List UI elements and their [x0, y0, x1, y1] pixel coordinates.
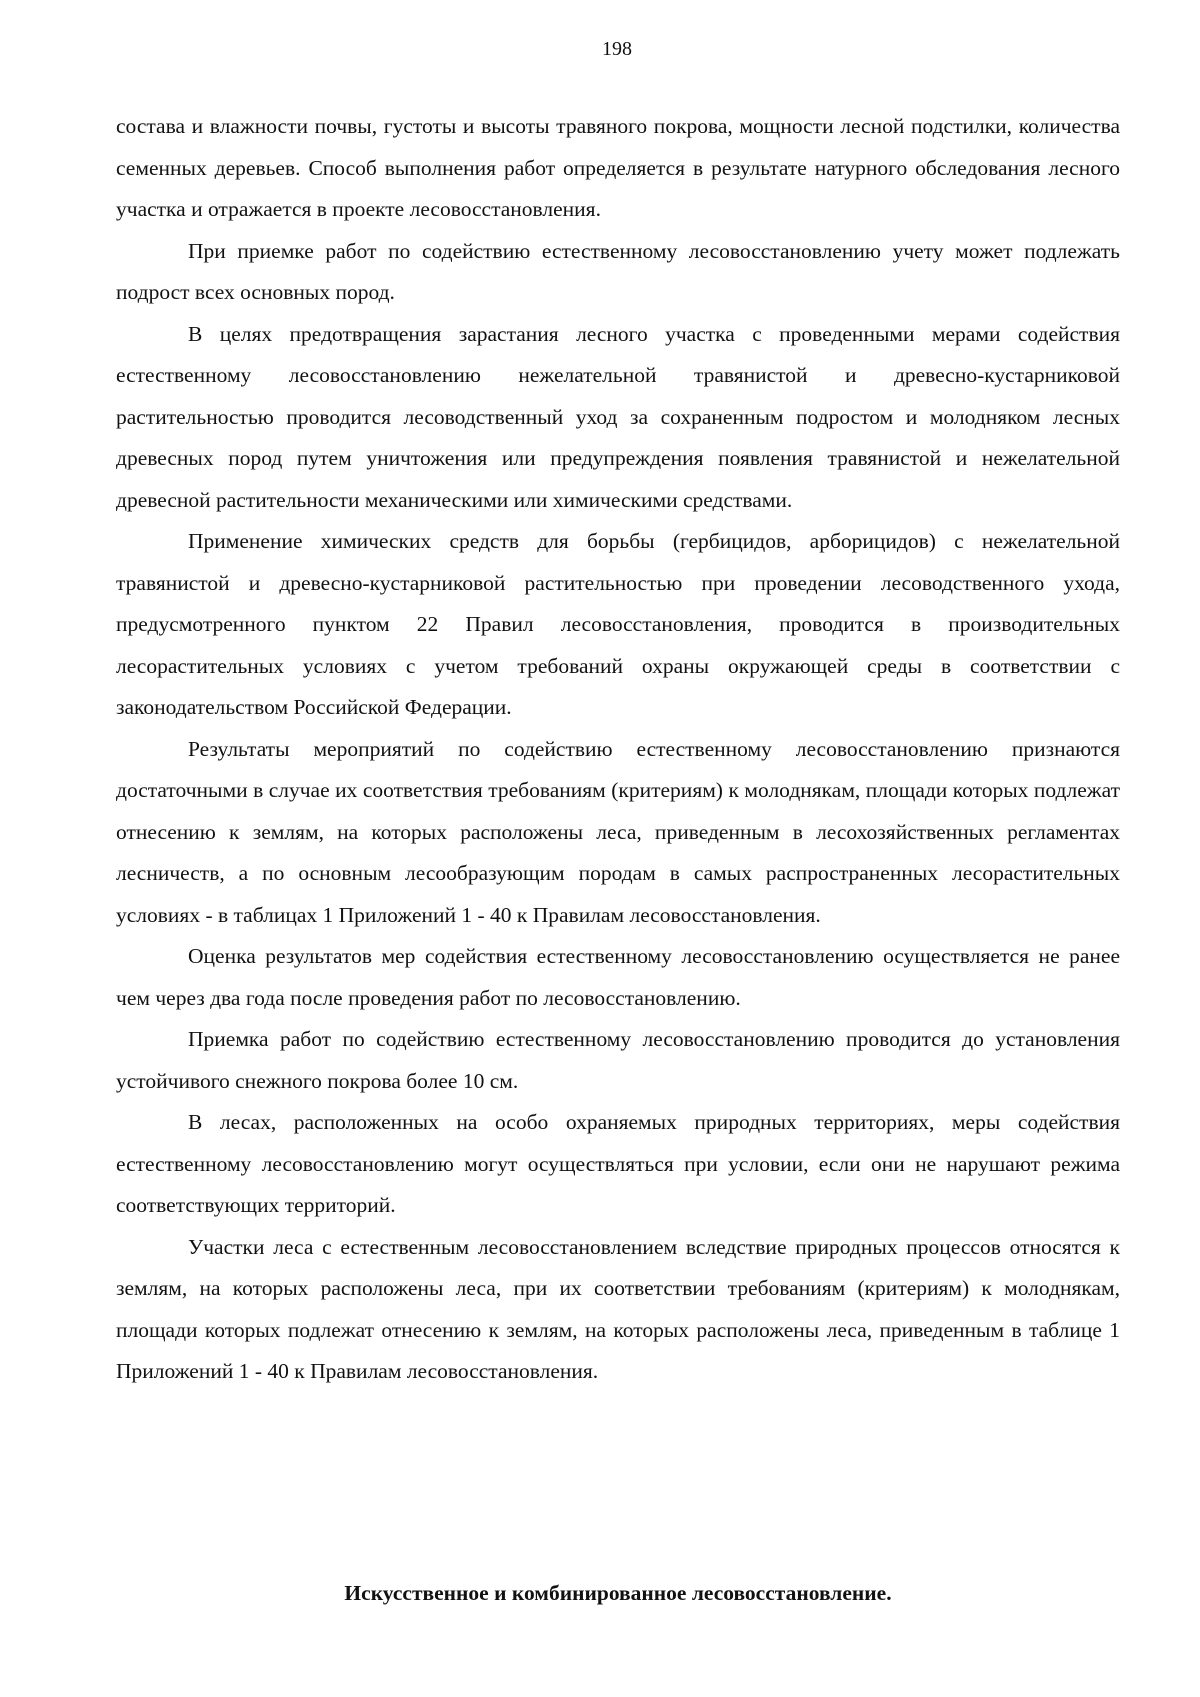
- paragraph-protected-areas: В лесах, расположенных на особо охраняемых природных территориях, меры содействия естественному лесовосстановлению могут осуществляться при условии, если они не нарушают режима соответствующих территорий.: [116, 1110, 1120, 1217]
- page-number: 198: [602, 38, 632, 60]
- paragraph-acceptance-undergrowth: При приемке работ по содействию естественному лесовосстановлению учету может подлежать подрост всех основных пород.: [116, 238, 1120, 304]
- paragraph-chemical-means: Применение химических средств для борьбы (гербицидов, арборицидов) с нежелательной травянистой и древесно-кустарниковой растительностью при проведении лесоводственного ухода, предусмотренного пунктом 22 Правил лесовосстановления, проводится в производительных лесорастительных условиях с учетом требований охраны окружающей среды в соответствии с законодательством Российской Федерации.: [116, 529, 1120, 719]
- section-heading: Искусственное и комбинированное лесовосстановление.: [344, 1581, 892, 1605]
- document-body: [116, 106, 1120, 1393]
- paragraph-acceptance-timing: Приемка работ по содействию естественному лесовосстановлению проводится до установления устойчивого снежного покрова более 10 см.: [116, 1027, 1120, 1093]
- paragraph-results-criteria: Результаты мероприятий по содействию естественному лесовосстановлению признаются достаточными в случае их соответствия требованиям (критериям) к молоднякам, площади которых подлежат отнесению к землям, на которых расположены леса, приведенным в лесохозяйственных регламентах лесничеств, а по основным лесообразующим породам в самых распространенных лесорастительных условиях - в таблицах 1 Приложений 1 - 40 к Правилам лесовосстановления.: [116, 736, 1120, 927]
- paragraph-overgrowth-prevention: В целях предотвращения зарастания лесного участка с проведенными мерами содействия естественному лесовосстановлению нежелательной травянистой и древесно-кустарниковой растительностью проводится лесоводственный уход за сохраненным подростом и молодняком лесных древесных пород путем уничтожения или предупреждения появления травянистой и нежелательной древесной растительности механическими или химическими средствами.: [116, 321, 1120, 512]
- paragraph-results-assessment: Оценка результатов мер содействия естественному лесовосстановлению осуществляется не ранее чем через два года после проведения работ по лесовосстановлению.: [116, 944, 1120, 1010]
- paragraph-continuation: состава и влажности почвы, густоты и высоты травяного покрова, мощности лесной подстилки, количества семенных деревьев. Способ выполнения работ определяется в результате натурного обследования лесного участка и отражается в проекте лесовосстановления.: [116, 114, 1120, 221]
- paragraph-natural-regeneration: Участки леса с естественным лесовосстановлением вследствие природных процессов относятся к землям, на которых расположены леса, при их соответствии требованиям (критериям) к молоднякам, площади которых подлежат отнесению к землям, на которых расположены леса, приведенным в таблице 1 Приложений 1 - 40 к Правилам лесовосстановления.: [116, 1234, 1120, 1383]
